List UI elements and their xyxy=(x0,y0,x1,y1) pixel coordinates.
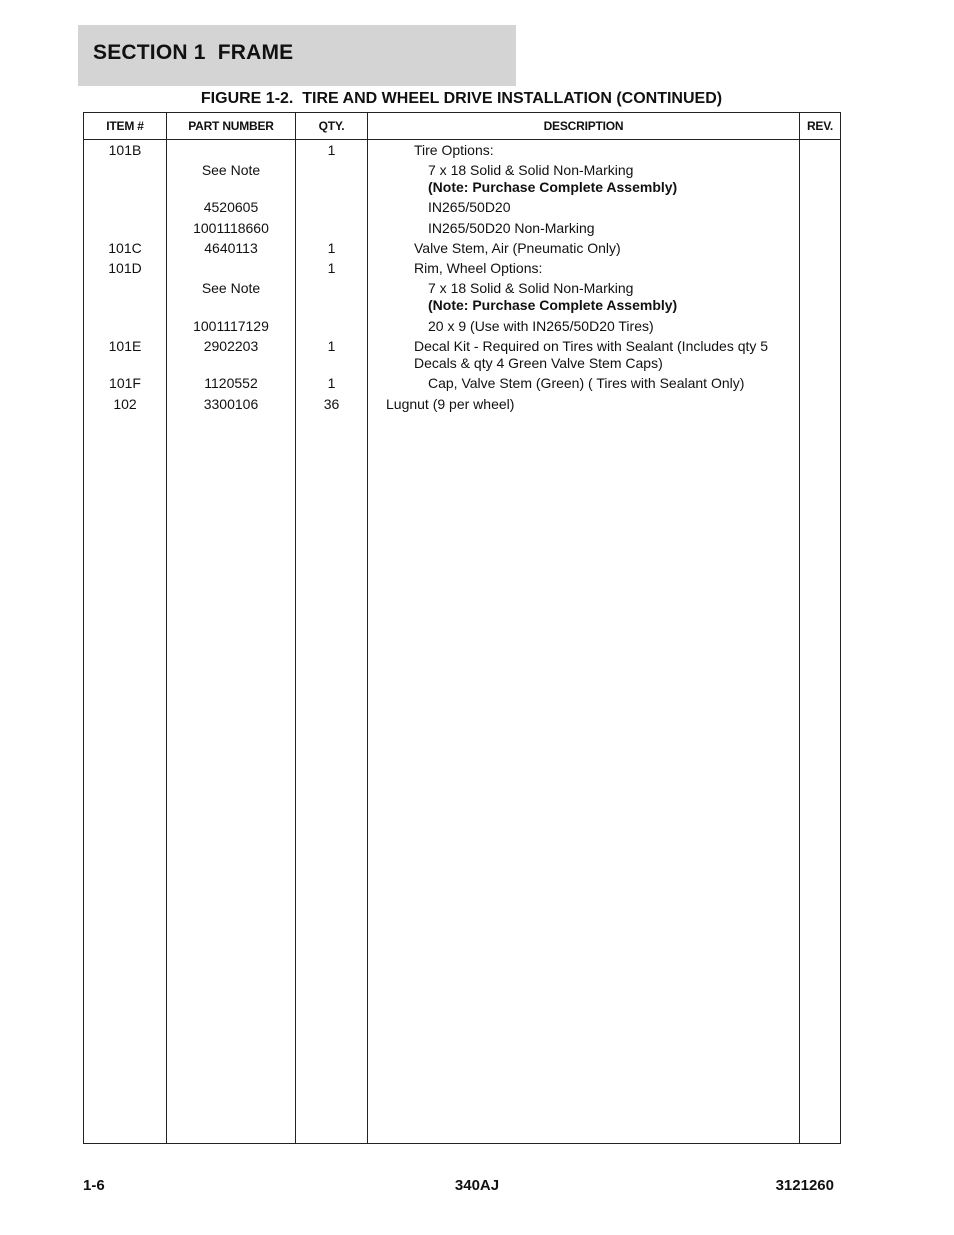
table-row xyxy=(84,375,840,395)
part-number-cell: See Note xyxy=(201,162,261,178)
part-number-cell: 4520605 xyxy=(203,199,259,215)
description-cell: 7 x 18 Solid & Solid Non-Marking xyxy=(428,162,634,178)
table-row xyxy=(84,355,840,375)
header-rev: REV. xyxy=(806,119,834,133)
part-number-cell: 1001118660 xyxy=(193,220,269,236)
header-divider xyxy=(84,139,840,140)
item-cell: 101B xyxy=(108,142,142,158)
model-name: 340AJ xyxy=(454,1177,500,1194)
item-cell: 101E xyxy=(108,338,142,354)
table-row xyxy=(84,220,840,240)
qty-cell: 1 xyxy=(327,240,336,256)
section-banner xyxy=(78,25,516,86)
description-cell: 7 x 18 Solid & Solid Non-Marking xyxy=(428,280,634,296)
header-description: DESCRIPTION xyxy=(543,119,624,133)
description-cell: (Note: Purchase Complete Assembly) xyxy=(428,179,678,195)
item-cell: 101F xyxy=(109,375,141,391)
part-number-cell: 1001117129 xyxy=(193,318,269,334)
table-row xyxy=(84,260,840,280)
qty-cell: 36 xyxy=(323,396,340,412)
table-row xyxy=(84,199,840,219)
description-cell: Decal Kit - Required on Tires with Sealant (Includes qty 5 xyxy=(414,338,769,354)
description-cell: Lugnut (9 per wheel) xyxy=(386,396,515,412)
document-number: 3121260 xyxy=(775,1177,834,1194)
description-cell: 20 x 9 (Use with IN265/50D20 Tires) xyxy=(428,318,654,334)
section-title: SECTION 1 FRAME xyxy=(93,41,294,64)
qty-cell: 1 xyxy=(327,338,336,354)
description-cell: Cap, Valve Stem (Green) ( Tires with Sealant Only) xyxy=(428,375,745,391)
part-number-cell: 3300106 xyxy=(203,396,259,412)
item-cell: 102 xyxy=(113,396,137,412)
part-number-cell: 1120552 xyxy=(204,375,258,391)
table-row xyxy=(84,396,840,416)
table-row xyxy=(84,179,840,199)
figure-title: FIGURE 1-2. TIRE AND WHEEL DRIVE INSTALLATION (CONTINUED) xyxy=(200,90,723,107)
description-cell: Valve Stem, Air (Pneumatic Only) xyxy=(414,240,621,256)
description-cell: IN265/50D20 xyxy=(428,199,511,215)
description-cell: Decals & qty 4 Green Valve Stem Caps) xyxy=(414,355,663,371)
table-row xyxy=(84,240,840,260)
qty-cell: 1 xyxy=(327,142,336,158)
table-row xyxy=(84,142,840,162)
qty-cell: 1 xyxy=(327,260,336,276)
qty-cell: 1 xyxy=(327,375,336,391)
part-number-cell: See Note xyxy=(201,280,261,296)
page-number: 1-6 xyxy=(83,1177,105,1194)
header-item: ITEM # xyxy=(106,119,144,133)
description-cell: Rim, Wheel Options: xyxy=(414,260,543,276)
header-part-number: PART NUMBER xyxy=(188,119,274,133)
header-qty: QTY. xyxy=(318,119,345,133)
description-cell: Tire Options: xyxy=(414,142,494,158)
parts-table xyxy=(83,112,841,1144)
part-number-cell: 4640113 xyxy=(204,240,258,256)
description-cell: IN265/50D20 Non-Marking xyxy=(428,220,595,236)
table-row xyxy=(84,318,840,338)
item-cell: 101C xyxy=(108,240,142,256)
part-number-cell: 2902203 xyxy=(203,338,259,354)
item-cell: 101D xyxy=(108,260,142,276)
description-cell: (Note: Purchase Complete Assembly) xyxy=(428,297,678,313)
table-row xyxy=(84,297,840,317)
